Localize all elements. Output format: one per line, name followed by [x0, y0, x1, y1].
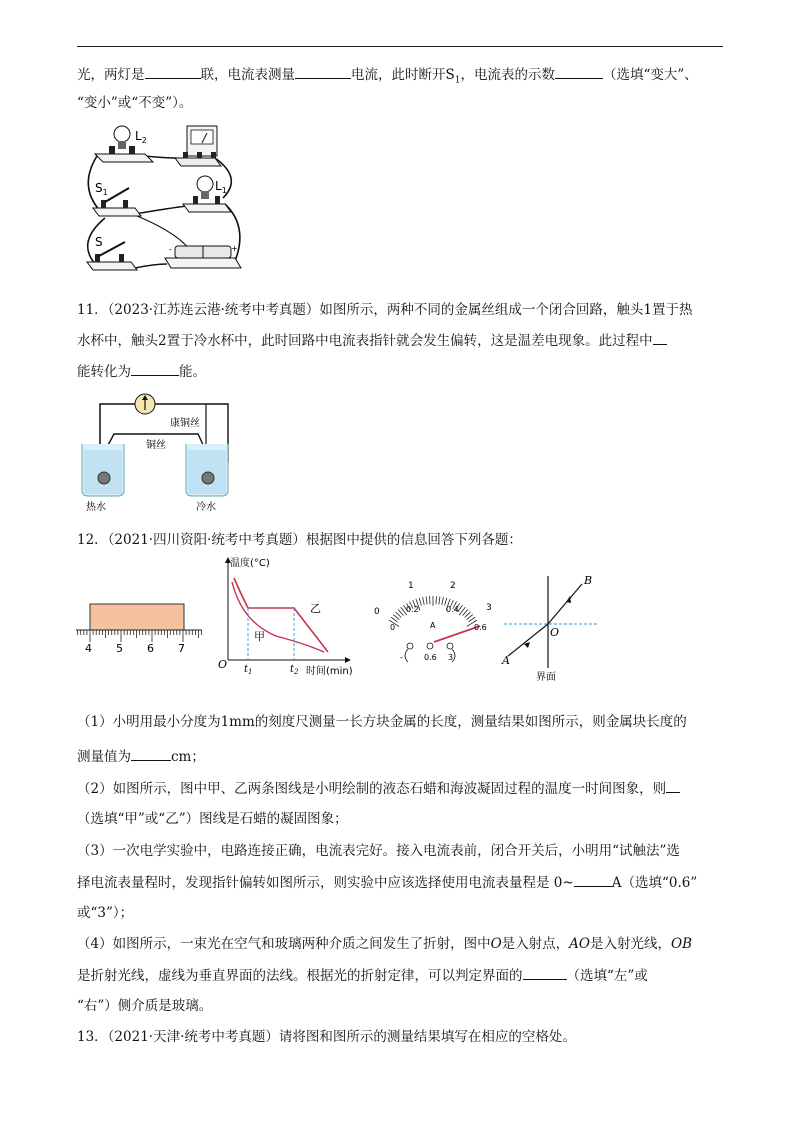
label-l1: $L_1$ [215, 179, 227, 195]
svg-text:+: + [231, 244, 238, 253]
terminal-3: 3 [448, 653, 454, 662]
q12-p2-line-1: （2）如图所示，图中甲、乙两条图线是小明绘制的液态石蜡和海波凝固过程的温度一时间图象，则 [77, 778, 680, 799]
temperature-time-graph [216, 552, 356, 676]
q12-intro: 12．（2021·四川资阳·统考中考真题）根据图中提供的信息回答下列各题： [77, 532, 522, 548]
q10-line-2: “变小”或“不变”）。 [77, 95, 193, 111]
dial-tick-mark [391, 617, 397, 622]
dial-top-0: 0 [374, 607, 380, 617]
label-l2: $L_2$ [135, 129, 147, 145]
dial-tick-mark [396, 612, 402, 618]
blank [653, 330, 667, 345]
q12-p3-line-1: （3）一次电学实验中，电路连接正确，电流表完好。接入电流表前，闭合开关后，小明用“试触法”选 [77, 843, 680, 859]
dial-tick-mark [423, 597, 425, 605]
ruler-tick-6: 6 [147, 642, 154, 655]
q12-p2-line-2: （选填“甲”或“乙”）图线是石蜡的凝固图象； [77, 811, 348, 827]
dial-tick-mark [439, 596, 440, 604]
svg-text:-: - [169, 245, 172, 254]
label-copper: 铜丝 [146, 440, 166, 451]
label-s1: $S_1$ [95, 181, 108, 197]
dial-top-1: 1 [408, 581, 414, 591]
dial-tick-mark [463, 610, 468, 616]
label-constantan: 康铜丝 [170, 418, 200, 429]
dial-top-2: 2 [450, 581, 456, 591]
ruler-tick-4: 4 [85, 642, 92, 655]
dial-tick-mark [426, 596, 427, 604]
refraction-label-b: B [584, 574, 593, 587]
header-rule [77, 46, 723, 47]
dial-bot-0: 0 [390, 623, 396, 632]
dial-tick-mark [419, 598, 421, 606]
ruler-figure [74, 598, 206, 658]
refraction-figure [500, 572, 600, 684]
q12-p4-line-2: 是折射光线，虚线为垂直界面的法线。根据光的折射定律，可以判定界面的 （选填“左”或 [77, 965, 648, 986]
blank [555, 64, 603, 79]
dial-tick-mark [465, 612, 471, 618]
circuit-figure [75, 118, 245, 280]
blank [574, 872, 612, 887]
blank [295, 64, 351, 79]
dial-tick-mark [398, 610, 403, 616]
dial-tick-mark [442, 597, 444, 605]
q12-p4-line-1: （4）如图所示，一束光在空气和玻璃两种介质之间发生了折射，图中O是入射点，AO是入射光线，OB [77, 936, 692, 952]
dial-mid-04: 0.4 [446, 605, 459, 614]
graph-label-jia: 甲 [254, 630, 265, 643]
terminal-06: 0.6 [424, 653, 437, 662]
q10-line-1: 光，两灯是 联，电流表测量 电流，此时断开$S_1$，电流表的示数 （选填“变大”、 [77, 64, 698, 91]
dial-tick-mark [430, 596, 431, 604]
dial-mid-06: 0.6 [474, 623, 487, 632]
blank [131, 361, 179, 376]
q11-line-1: 11．（2023·江苏连云港·统考中考真题）如图所示，两种不同的金属丝组成一个闭合回路，触头1置于热 [77, 302, 693, 318]
q11-line-3: 能转化为 能。 [77, 361, 206, 382]
terminal-minus: - [400, 653, 403, 662]
dial-unit: A [430, 621, 436, 630]
q12-p1-line-2: 测量值为 cm； [77, 746, 205, 767]
q12-p1-line-1: （1）小明用最小分度为1mm的刻度尺测量一长方块金属的长度，测量结果如图所示，则金属块长度的 [77, 714, 687, 730]
graph-label-yi: 乙 [310, 602, 321, 615]
q13-line-1: 13．（2021·天津·统考中考真题）请将图和图所示的测量结果填写在相应的空格处。 [77, 1029, 576, 1045]
q12-p3-line-3: 或“3”）； [77, 905, 134, 921]
refraction-label-a: A [502, 654, 510, 667]
q12-p4-line-3: “右”）侧介质是玻璃。 [77, 998, 213, 1014]
thermocouple-figure [78, 386, 248, 514]
blank [145, 64, 201, 79]
label-s: S [95, 235, 103, 249]
dial-tick-mark [467, 615, 473, 620]
graph-xlabel: 时间(min) [306, 666, 353, 676]
ruler-tick-5: 5 [116, 642, 123, 655]
ruler-tick-7: 7 [178, 642, 185, 655]
dial-top-3: 3 [486, 603, 492, 613]
graph-t2: $t_2$ [290, 664, 299, 676]
blank [666, 778, 680, 793]
q11-line-2: 水杯中，触头2置于冷水杯中，此时回路中电流表指针就会发生偏转，这是温差电现象。此过程中 [77, 330, 667, 351]
dial-mid-02: 0.2 [406, 605, 419, 614]
dial-tick-mark [468, 617, 474, 622]
dial-tick-mark [393, 615, 399, 620]
label-hot-water: 热水 [86, 502, 106, 513]
refraction-surface-label: 界面 [536, 672, 556, 683]
dial-tick-mark [436, 596, 437, 604]
graph-ylabel: 温度(°C) [230, 558, 270, 569]
q12-p3-line-2: 择电流表量程时，发现指针偏转如图所示，则实验中应该选择使用电流表量程是 0~ A（选填“0.6” [77, 872, 697, 893]
blank [131, 746, 171, 761]
ammeter-dial [370, 578, 496, 666]
graph-origin: O [218, 658, 228, 671]
refraction-label-o: O [550, 626, 560, 639]
label-cold-water: 冷水 [196, 502, 216, 513]
graph-t1: $t_1$ [244, 664, 253, 676]
blank [523, 965, 567, 980]
